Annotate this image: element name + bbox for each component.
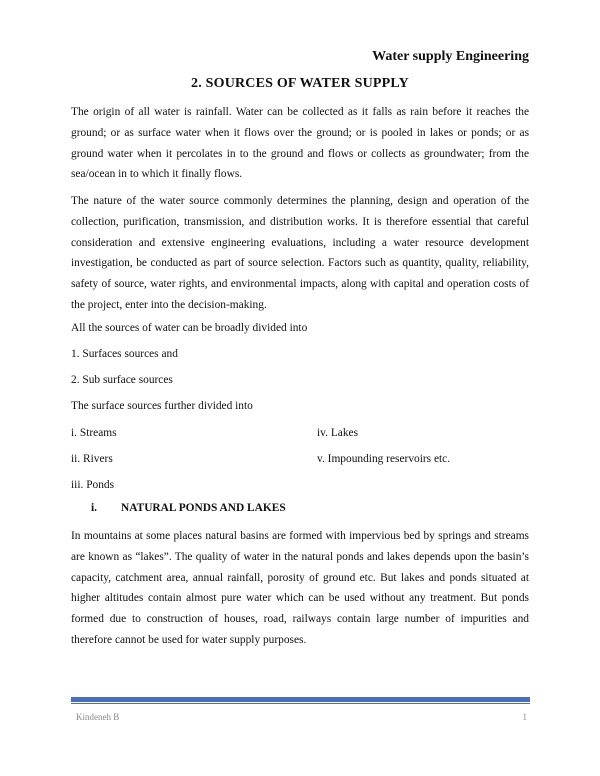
list-item: v. Impounding reservoirs etc. [317, 453, 451, 465]
footer-author: Kindeneh B [76, 712, 120, 722]
paragraph-ponds-lakes: In mountains at some places natural basins are formed with impervious bed by springs and streams are known as “lakes”. The quality of water in the natural ponds and lakes depends upon the basin’s capacity, catchment area, annual rainfall, porosity of ground etc. But lakes and ponds situated at higher altitudes contain almost pure water which can be used without any treatment. But ponds formed due to construction of houses, road, railways contain large number of impurities and therefore cannot be used for water supply purposes. [71, 530, 529, 646]
section-number: i. [91, 502, 98, 514]
list-item: 2. Sub surface sources [71, 374, 173, 386]
list-item: iv. Lakes [317, 427, 359, 439]
list-item: 1. Surfaces sources and [71, 348, 178, 360]
section-heading-text: NATURAL PONDS AND LAKES [121, 502, 286, 514]
footer-divider [71, 697, 530, 702]
list-item: ii. Rivers [71, 453, 113, 465]
division-intro: All the sources of water can be broadly divided into [71, 322, 308, 334]
page-number: 1 [522, 712, 527, 722]
list-item: i. Streams [71, 427, 117, 439]
paragraph-source-nature: The nature of the water source commonly determines the planning, design and operation of the collection, purification, transmission, and distribution works. It is therefore essential that careful consideration and extensive engineering evaluations, including a water resource development investigation, be conducted as part of source selection. Factors such as quantity, quality, reliability, safety of source, water rights, and environmental impacts, along with capital and operation costs of the project, enter into the decision-making. [71, 195, 529, 311]
paragraph-origin: The origin of all water is rainfall. Water can be collected as it falls as rain before it reaches the ground; or as surface water when it flows over the ground; or is pooled in lakes or ponds; or as ground water when it percolates in to the ground and flows or collects as groundwater; from the sea/ocean in to which it finally flows. [71, 106, 529, 181]
list-item: iii. Ponds [71, 479, 115, 491]
section-heading [91, 502, 286, 514]
footer-divider-thin [71, 703, 530, 704]
surface-intro: The surface sources further divided into [71, 400, 253, 412]
chapter-title: 2. SOURCES OF WATER SUPPLY [191, 76, 409, 91]
running-header: Water supply Engineering [372, 49, 529, 64]
